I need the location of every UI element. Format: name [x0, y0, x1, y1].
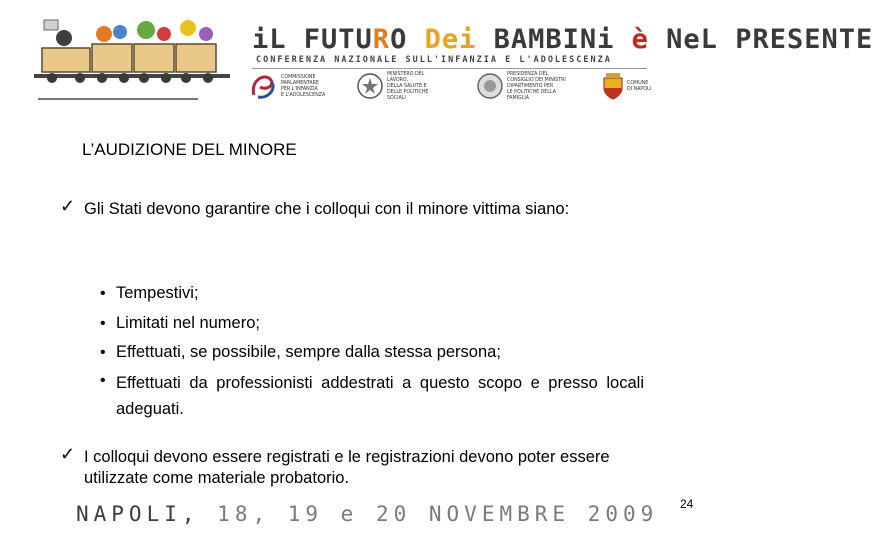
- footer-dates: 18, 19 e 20 NOVEMBRE 2009: [217, 502, 659, 526]
- logo-text: COMMISSIONE PARLAMENTARE PER L'INFANZIA E L'ADOLESCENZA: [281, 74, 326, 98]
- checkmark-icon: ✓: [60, 196, 76, 216]
- title-part: PRESENTE: [735, 24, 873, 55]
- subtitle-divider: [252, 68, 647, 69]
- page-number: 24: [680, 497, 694, 511]
- title-part: è: [631, 24, 667, 55]
- conference-subtitle: CONFERENZA NAZIONALE SULL'INFANZIA E L'ADOLESCENZA: [256, 55, 612, 65]
- logo-text: PRESIDENZA DEL CONSIGLIO DEI MINISTRI DIPARTIMENTO PER LE POLITICHE DELLA FAMIGLIA: [507, 71, 566, 101]
- logo-ministero: [356, 70, 447, 102]
- title-part: R: [372, 24, 391, 55]
- logo-text: COMUNE DI NAPOLI: [627, 80, 652, 92]
- point-recording: I colloqui devono essere registrati e le registrazioni devono poter essere utilizzate come materiale probatorio.: [84, 448, 610, 487]
- footer-city: NAPOLI,: [76, 502, 200, 526]
- napoli-crest-icon: [602, 72, 624, 100]
- title-part: iL FUTU: [252, 24, 373, 55]
- list-item: • Limitati nel numero;: [104, 309, 644, 339]
- list-item: • Tempestivi;: [104, 279, 644, 309]
- list-item: • Effettuati da professionisti addestrati a questo scopo e presso locali adeguati.: [104, 368, 644, 422]
- italian-emblem-icon: [356, 72, 384, 100]
- conference-title-art: [252, 24, 873, 55]
- title-part: Dei: [424, 24, 494, 55]
- title-part: O: [390, 24, 425, 55]
- logo-presidenza: [476, 70, 567, 102]
- title-part: NeL: [666, 24, 736, 55]
- point-states-guarantee: Gli Stati devono garantire che i colloqui con il minore vittima siano:: [84, 200, 570, 218]
- checkmark-icon: ✓: [60, 444, 76, 464]
- event-date-footer: [76, 502, 658, 526]
- sponsor-logos: [248, 70, 668, 102]
- title-part: BAMBINi: [493, 24, 632, 55]
- presidenza-emblem-icon: [476, 72, 504, 100]
- list-item: • Effettuati, se possibile, sempre dalla stessa persona;: [104, 338, 644, 368]
- slide-heading: L’AUDIZIONE DEL MINORE: [82, 140, 297, 159]
- requirements-list: [104, 279, 644, 422]
- logo-text: MINISTERO DEL LAVORO, DELLA SALUTE E DELLE POLITICHE SOCIALI: [387, 71, 429, 101]
- commissione-emblem-icon: [248, 71, 278, 101]
- logo-commissione: [248, 70, 341, 102]
- header-banner: [0, 0, 873, 108]
- logo-comune-napoli: [602, 70, 687, 102]
- train-illustration: [34, 14, 230, 104]
